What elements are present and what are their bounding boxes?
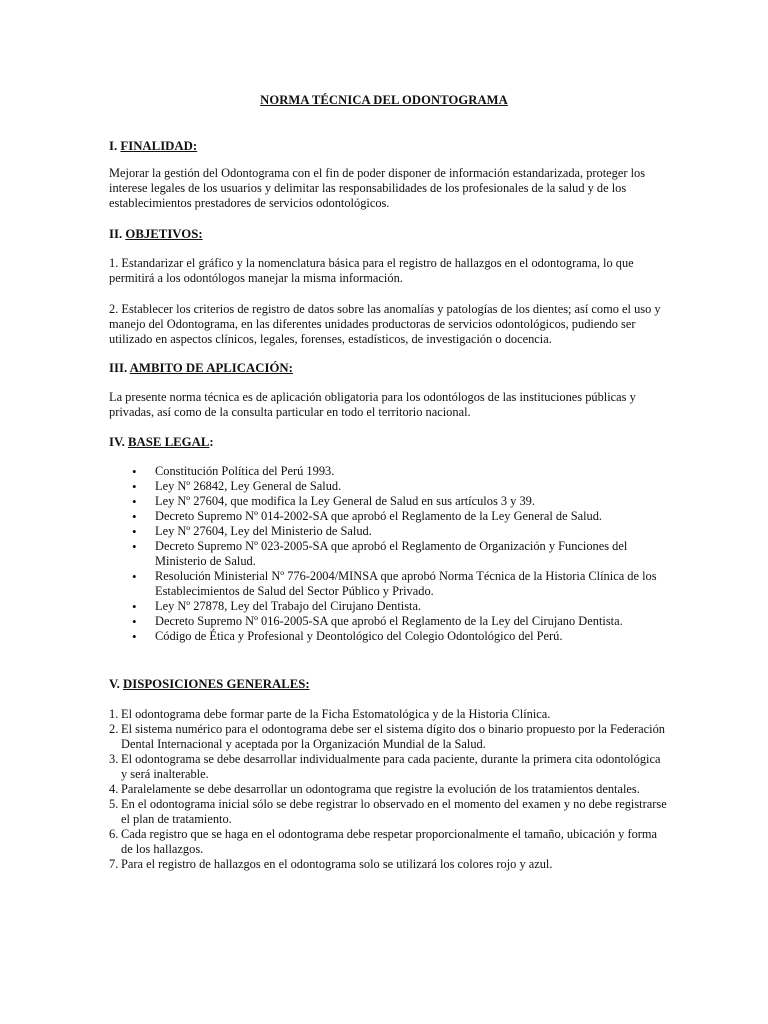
list-item-number: 3. (109, 752, 119, 766)
list-item-number: 4. (109, 782, 119, 796)
list-item: • Código de Ética y Profesional y Deontológico del Colegio Odontológico del Perú. (109, 629, 669, 644)
list-item-text: El sistema numérico para el odontograma debe ser el sistema dígito dos o binario propuesto por la Federación Dental Internacional y aceptada por la Organización Mundial de la Salud. (121, 722, 666, 751)
list-item (109, 707, 669, 722)
objetivo-item-2: 2. Establecer los criterios de registro de datos sobre las anomalías y patologías de los dientes; así como el uso y manejo del Odontograma, en las diferentes unidades productoras de servicios odontológicos, pudiendo ser utilizado en aspectos clínicos, legales, forenses, estadísticos, de investigación o docencia. (109, 302, 661, 346)
list-item-text: El odontograma se debe desarrollar individualmente para cada paciente, durante la primera cita odontológica y será inalterable. (121, 752, 661, 781)
list-item (109, 782, 669, 797)
list-item (109, 752, 669, 782)
list-item: • Decreto Supremo Nº 023-2005-SA que aprobó el Reglamento de Organización y Funciones del Ministerio de Salud. (109, 539, 669, 569)
disposiciones-list (109, 707, 669, 872)
list-item: • Ley Nº 26842, Ley General de Salud. (109, 479, 669, 494)
heading-objetivos-label: OBJETIVOS: (125, 227, 203, 241)
finalidad-text: Mejorar la gestión del Odontograma con el fin de poder disponer de información estandarizada, proteger los interese legales de los usuarios y delimitar las responsabilidades de los profesionales de la salud y de los establecimientos prestadores de servicios odontológicos. (109, 166, 646, 210)
ambito-text: La presente norma técnica es de aplicación obligatoria para los odontólogos de las instituciones públicas y privadas, así como de la consulta particular en todo el territorio nacional. (109, 390, 636, 419)
list-item: • Ley Nº 27604, Ley del Ministerio de Salud. (109, 524, 669, 539)
list-item: • Decreto Supremo Nº 014-2002-SA que aprobó el Reglamento de la Ley General de Salud. (109, 509, 669, 524)
list-item: • Constitución Política del Perú 1993. (109, 464, 669, 479)
list-item: • Resolución Ministerial Nº 776-2004/MINSA que aprobó Norma Técnica de la Historia Clínica de los Establecimientos de Salud del Sector Público y Privado. (109, 569, 669, 599)
list-item (109, 722, 669, 752)
document-title: NORMA TÉCNICA DEL ODONTOGRAMA (260, 93, 508, 107)
list-item-number: 5. (109, 797, 119, 811)
heading-finalidad-number: I. (109, 139, 121, 153)
heading-finalidad-label: FINALIDAD: (120, 139, 198, 153)
objetivo-item-1: 1. Estandarizar el gráfico y la nomenclatura básica para el registro de hallazgos en el odontograma, lo que permitirá a los odontólogos manejar la misma información. (109, 256, 634, 285)
list-item-text: El odontograma debe formar parte de la Ficha Estomatológica y de la Historia Clínica. (121, 707, 551, 721)
base-legal-list (109, 464, 669, 644)
list-item: • Ley Nº 27878, Ley del Trabajo del Cirujano Dentista. (109, 599, 669, 614)
heading-disposiciones (109, 677, 310, 692)
heading-objetivos (109, 227, 203, 242)
list-item (109, 857, 669, 872)
list-item-number: 2. (109, 722, 119, 736)
list-item (109, 797, 669, 827)
heading-objetivos-number: II. (109, 227, 126, 241)
heading-ambito (109, 361, 293, 376)
heading-base-legal (109, 435, 214, 450)
list-item-text: En el odontograma inicial sólo se debe registrar lo observado en el momento del examen y no debe registrarse el plan de tratamiento. (121, 797, 667, 826)
list-item-number: 1. (109, 707, 119, 721)
heading-finalidad (109, 139, 197, 154)
heading-base-legal-number: IV. (109, 435, 128, 449)
heading-disposiciones-label: DISPOSICIONES GENERALES: (123, 677, 310, 691)
list-item-number: 7. (109, 857, 119, 871)
heading-disposiciones-number: V. (109, 677, 123, 691)
list-item: • Ley Nº 27604, que modifica la Ley General de Salud en sus artículos 3 y 39. (109, 494, 669, 509)
list-item-text: Cada registro que se haga en el odontograma debe respetar proporcionalmente el tamaño, ubicación y forma de los hallazgos. (121, 827, 658, 856)
list-item (109, 827, 669, 857)
list-item-text: Paralelamente se debe desarrollar un odontograma que registre la evolución de los tratamientos dentales. (121, 782, 640, 796)
heading-ambito-label: AMBITO DE APLICACIÓN: (129, 361, 293, 375)
heading-ambito-number: III. (109, 361, 130, 375)
heading-base-legal-label: BASE LEGAL (127, 435, 210, 449)
list-item: • Decreto Supremo Nº 016-2005-SA que aprobó el Reglamento de la Ley del Cirujano Dentista. (109, 614, 669, 629)
heading-base-legal-colon: : (209, 435, 214, 449)
list-item-number: 6. (109, 827, 119, 841)
list-item-text: Para el registro de hallazgos en el odontograma solo se utilizará los colores rojo y azul. (121, 857, 553, 871)
